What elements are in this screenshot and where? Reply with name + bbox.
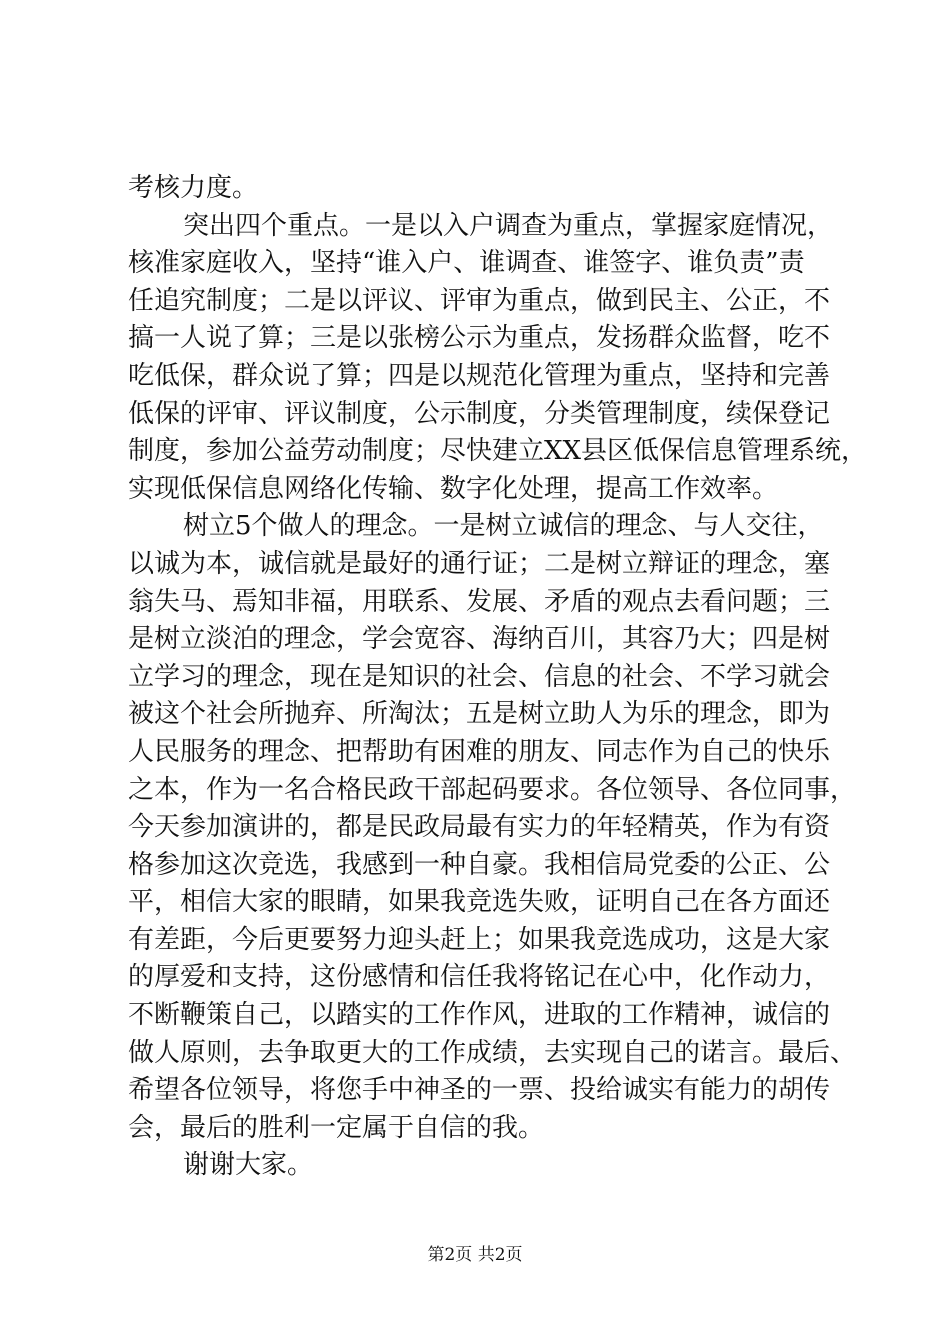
- page-number: 第2页 共2页: [427, 1245, 523, 1265]
- text-line: 格参加这次竞选，我感到一种自豪。我相信局党委的公正、公: [128, 849, 831, 880]
- paragraph-start-line: 突出四个重点。一是以入户调查为重点，掌握家庭情况，: [183, 210, 834, 241]
- text-line: 人民服务的理念、把帮助有困难的朋友、同志作为自己的快乐: [128, 736, 831, 767]
- text-line: 搞一人说了算；三是以张榜公示为重点，发扬群众监督，吃不: [128, 323, 831, 354]
- text-line: 不断鞭策自己，以踏实的工作作风，进取的工作精神，诚信的: [128, 1000, 831, 1031]
- text-line: 做人原则，去争取更大的工作成绩，去实现自己的诺言。最后、: [128, 1037, 857, 1068]
- text-line: 实现低保信息网络化传输、数字化处理，提高工作效率。: [128, 473, 779, 504]
- text-line: 被这个社会所抛弃、所淘汰；五是树立助人为乐的理念，即为: [128, 699, 831, 730]
- text-line: 任追究制度；二是以评议、评审为重点，做到民主、公正，不: [128, 285, 831, 316]
- text-line: 翁失马、焉知非福，用联系、发展、矛盾的观点去看问题；三: [128, 586, 831, 617]
- text-line: 会，最后的胜利一定属于自信的我。: [128, 1112, 545, 1143]
- text-line: 的厚爱和支持，这份感情和信任我将铭记在心中，化作动力，: [128, 962, 831, 993]
- text-line: 吃低保，群众说了算；四是以规范化管理为重点，坚持和完善: [128, 360, 831, 391]
- text-line: 有差距，今后更要努力迎头赶上；如果我竞选成功，这是大家: [128, 924, 831, 955]
- text-line: 制度，参加公益劳动制度；尽快建立XX县区低保信息管理系统，: [128, 436, 868, 467]
- text-line: 考核力度。: [128, 173, 259, 203]
- paragraph-start-line: 谢谢大家。: [183, 1150, 314, 1181]
- document-body: [128, 170, 868, 1185]
- text-line: 是树立淡泊的理念，学会宽容、海纳百川，其容乃大；四是树: [128, 624, 831, 655]
- text-line: 以诚为本，诚信就是最好的通行证；二是树立辩证的理念，塞: [128, 548, 831, 579]
- text-line: 希望各位领导，将您手中神圣的一票、投给诚实有能力的胡传: [128, 1075, 831, 1106]
- text-line: 之本，作为一名合格民政干部起码要求。各位领导、各位同事，: [128, 774, 857, 805]
- text-line: 平，相信大家的眼睛，如果我竞选失败，证明自己在各方面还: [128, 887, 831, 918]
- text-line: 立学习的理念，现在是知识的社会、信息的社会、不学习就会: [128, 661, 831, 692]
- text-line: 低保的评审、评议制度，公示制度，分类管理制度，续保登记: [128, 398, 831, 429]
- paragraph-start-line: 树立5个做人的理念。一是树立诚信的理念、与人交往，: [183, 511, 824, 542]
- page-footer: [0, 1243, 950, 1267]
- text-line: 核准家庭收入，坚持“谁入户、谁调查、谁签字、谁负责”责: [128, 248, 805, 279]
- text-line: 今天参加演讲的，都是民政局最有实力的年轻精英，作为有资: [128, 812, 831, 843]
